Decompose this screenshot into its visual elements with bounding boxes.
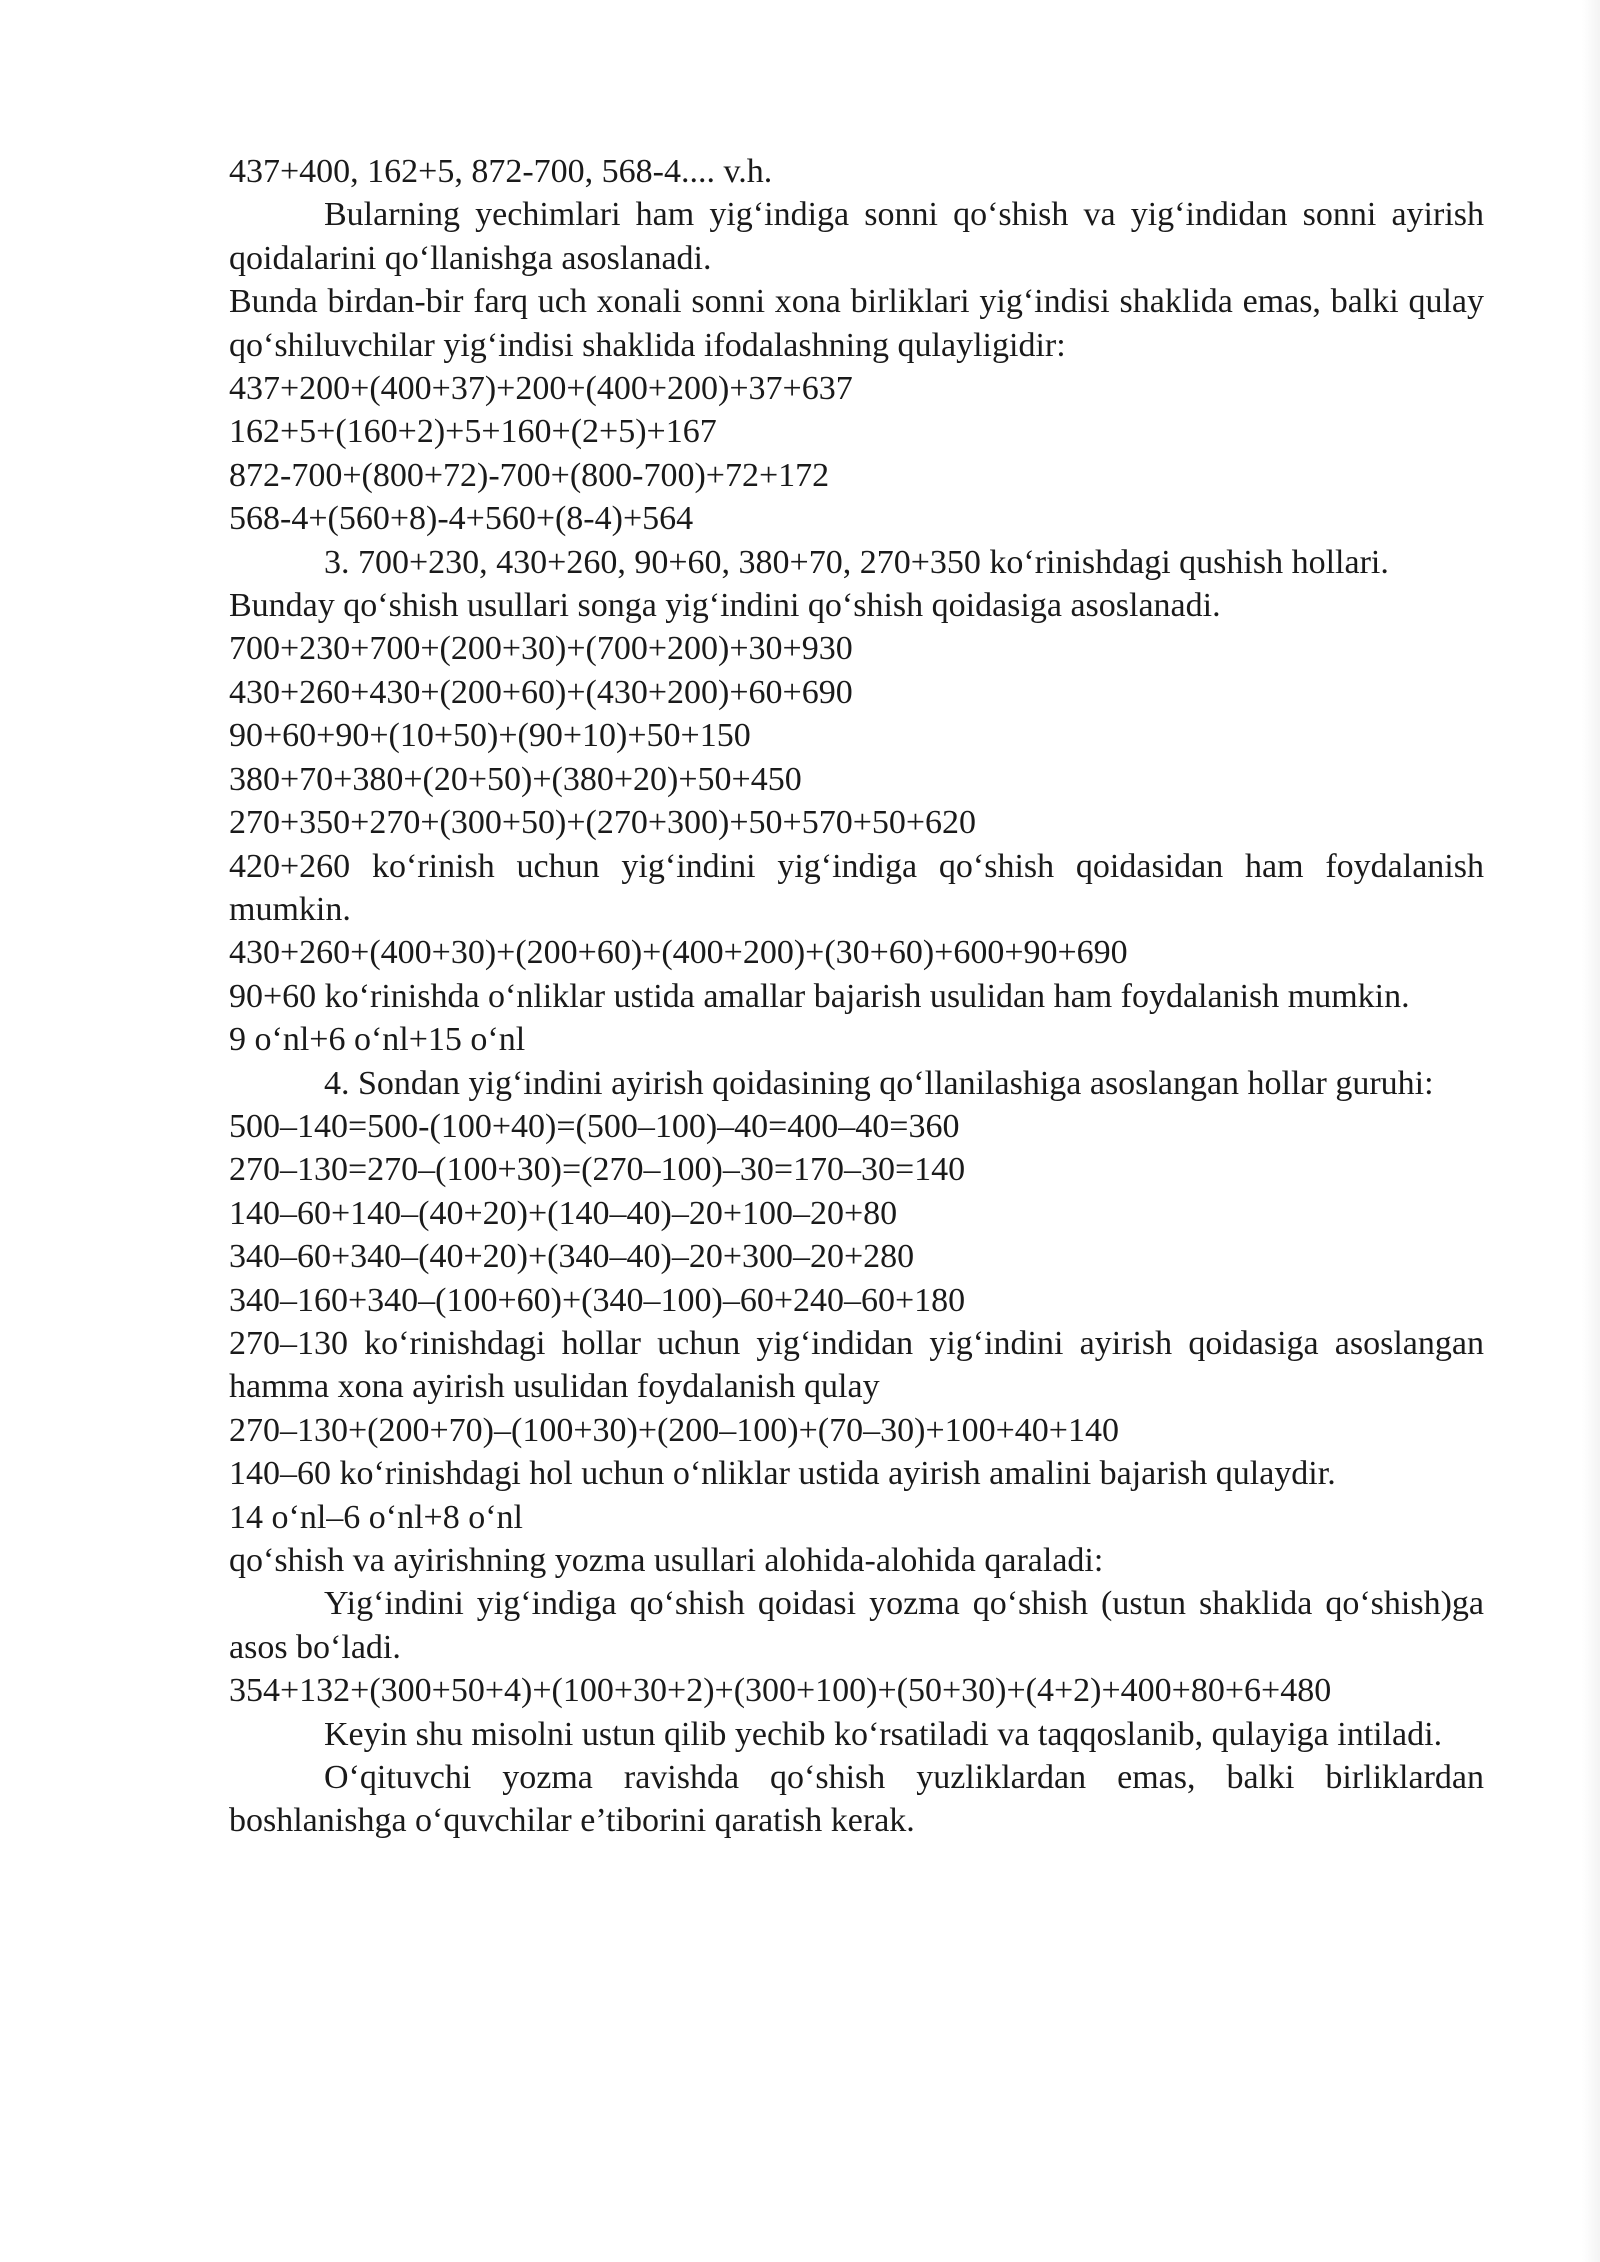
equation-line: 270–130+(200+70)–(100+30)+(200–100)+(70–30)+100+40+140 (229, 1411, 1119, 1449)
equation-line: 340–160+340–(100+60)+(340–100)–60+240–60+180 (229, 1281, 966, 1319)
paragraph-case-4: 4. Sondan yig‘indini ayirish qoidasining qo‘llanilashiga asoslangan hollar guruhi: (324, 1064, 1434, 1102)
paragraph-yigindini: Yig‘indini yig‘indiga qo‘shish qoidasi yozma qo‘shish (ustun shaklida qo‘shish)ga asos bo‘ladi. (229, 1585, 1484, 1666)
equation-line: 354+132+(300+50+4)+(100+30+2)+(300+100)+(50+30)+(4+2)+400+80+6+480 (229, 1672, 1332, 1710)
paragraph-90-60: 90+60 ko‘rinishda o‘nliklar ustida amallar bajarish usulidan ham foydalanish mumkin. (229, 977, 1410, 1015)
equation-line: 380+70+380+(20+50)+(380+20)+50+450 (229, 760, 802, 798)
equation-line: 500–140=500-(100+40)=(500–100)–40=400–40=360 (229, 1107, 960, 1145)
paragraph-420-260: 420+260 ko‘rinish uchun yig‘indini yig‘indiga qo‘shish qoidasidan ham foydalanish mumkin. (229, 847, 1484, 928)
equation-line: 9 o‘nl+6 o‘nl+15 o‘nl (229, 1021, 526, 1059)
paragraph-keyin: Keyin shu misolni ustun qilib yechib ko‘rsatiladi va taqqoslanib, qulayiga intiladi. (324, 1715, 1443, 1753)
equation-line: 430+260+(400+30)+(200+60)+(400+200)+(30+60)+600+90+690 (229, 934, 1128, 972)
example-list: 437+400, 162+5, 872-700, 568-4.... v.h. (229, 153, 773, 190)
paragraph-yozma-usullari: qo‘shish va ayirishning yozma usullari alohida-alohida qaraladi: (229, 1542, 1104, 1579)
equation-line: 90+60+90+(10+50)+(90+10)+50+150 (229, 717, 751, 755)
document-page (229, 150, 1484, 1843)
equation-line: 437+200+(400+37)+200+(400+200)+37+637 (229, 370, 853, 408)
equation-line: 14 o‘nl–6 o‘nl+8 o‘nl (229, 1498, 523, 1536)
equation-line: 270+350+270+(300+50)+(270+300)+50+570+50+620 (229, 804, 977, 842)
paragraph-bunday: Bunday qo‘shish usullari songa yig‘indini qo‘shish qoidasiga asoslanadi. (229, 587, 1221, 625)
equation-line: 270–130=270–(100+30)=(270–100)–30=170–30=140 (229, 1151, 966, 1189)
page-edge-shadow (1582, 0, 1600, 2262)
paragraph-bularning: Bularning yechimlari ham yig‘indiga sonni qo‘shish va yig‘indidan sonni ayirish qoidalarini qo‘llanishga asoslanadi. (229, 196, 1484, 277)
equation-line: 340–60+340–(40+20)+(340–40)–20+300–20+280 (229, 1238, 915, 1276)
paragraph-bunda: Bunda birdan-bir farq uch xonali sonni xona birliklari yig‘indisi shaklida emas, balki qulay qo‘shiluvchilar yig‘indisi shaklida ifodalashning qulayligidir: (229, 283, 1484, 364)
equation-line: 872-700+(800+72)-700+(800-700)+72+172 (229, 456, 830, 494)
paragraph-case-3: 3. 700+230, 430+260, 90+60, 380+70, 270+350 ko‘rinishdagi qushish hollari. (324, 543, 1389, 581)
equation-line: 162+5+(160+2)+5+160+(2+5)+167 (229, 413, 717, 451)
equation-line: 700+230+700+(200+30)+(700+200)+30+930 (229, 630, 853, 668)
equation-line: 568-4+(560+8)-4+560+(8-4)+564 (229, 500, 694, 538)
paragraph-oqituvchi: O‘qituvchi yozma ravishda qo‘shish yuzliklardan emas, balki birliklardan boshlanishga o‘quvchilar e’tiborini qaratish kerak. (229, 1759, 1484, 1840)
paragraph-270-130: 270–130 ko‘rinishdagi hollar uchun yig‘indidan yig‘indini ayirish qoidasiga asoslangan hamma xona ayirish usulidan foydalanish qulay (229, 1324, 1484, 1406)
paragraph-140-60: 140–60 ko‘rinishdagi hol uchun o‘nliklar ustida ayirish amalini bajarish qulaydir. (229, 1455, 1336, 1493)
equation-line: 430+260+430+(200+60)+(430+200)+60+690 (229, 673, 853, 711)
equation-line: 140–60+140–(40+20)+(140–40)–20+100–20+80 (229, 1194, 898, 1232)
